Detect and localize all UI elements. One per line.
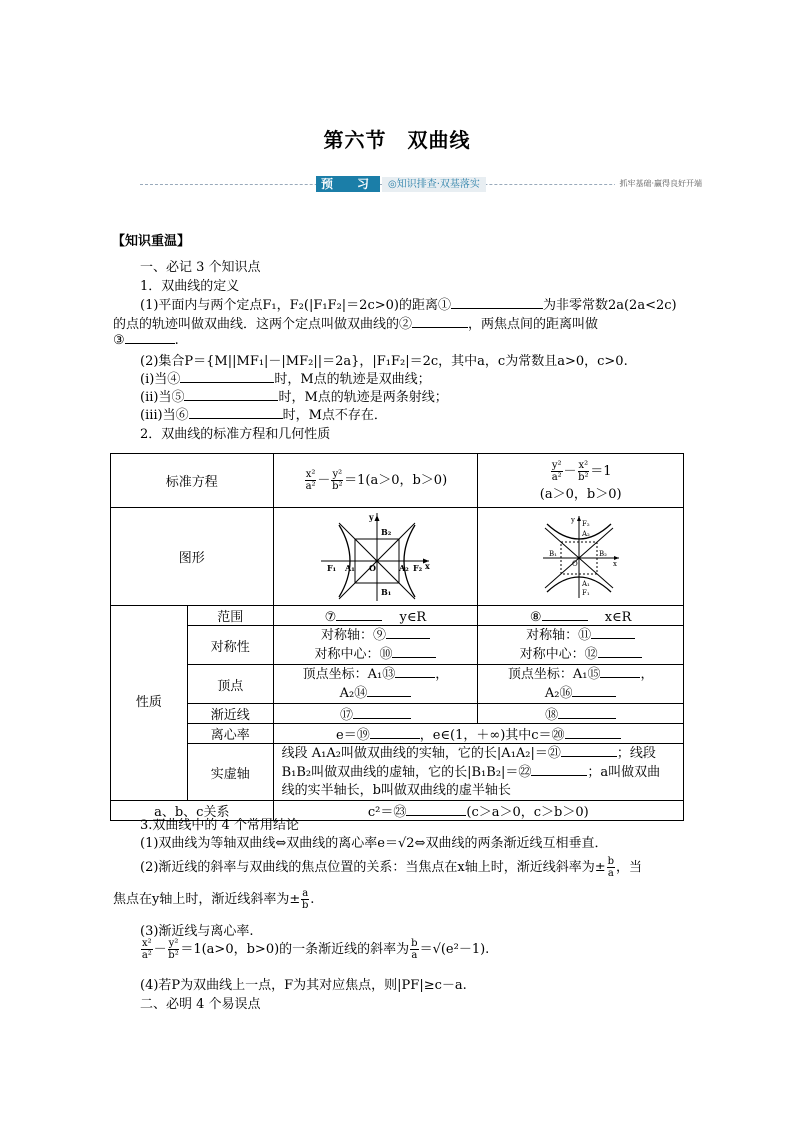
- figure-cell-1: [273, 508, 478, 606]
- numerator: x²: [142, 938, 152, 949]
- denominator: a: [411, 950, 418, 961]
- blank-2: [412, 315, 468, 328]
- symmetry-2: [478, 626, 684, 665]
- asymptote-text: ⑰: [339, 708, 353, 723]
- axis-text: ；线段: [616, 746, 656, 761]
- table-row: [111, 626, 684, 665]
- fraction: [578, 460, 590, 483]
- row-label-eccentricity: 离心率: [187, 724, 273, 744]
- set-definition: (2)集合P＝{M||MF₁|－|MF₂||＝2a}，|F₁F₂|＝2c，其中a，c为常数且a>0，c>0.: [140, 354, 628, 369]
- symmetry-text: 对称轴：⑨: [320, 628, 386, 643]
- numerator: y²: [332, 469, 343, 480]
- fraction: [305, 469, 317, 492]
- axis-text: B₁B₂叫做双曲线的虚轴，它的长|B₁B₂|＝㉒: [281, 765, 532, 780]
- eccentricity-text: ，e∈(1，＋∞)其中c＝⑳: [419, 728, 565, 743]
- fraction: [331, 469, 343, 492]
- denominator: b²: [168, 950, 179, 961]
- case-text: (ⅰ)当④: [140, 372, 181, 387]
- row-label-asymptote: 渐近线: [187, 704, 273, 724]
- range-text: x∈R: [604, 610, 632, 625]
- equation-2: $\frac{\text{y²}}{\text{a²}}$ － $\frac{\text{x²}}{\text{b²}}$ ＝1 (a＞0，b＞0): [478, 454, 684, 508]
- conclusion-text: ＝√(e²－1).: [419, 942, 490, 957]
- definition-text: .: [174, 333, 179, 348]
- vertex-text: 顶点坐标：A₁⑬: [302, 667, 396, 682]
- symmetry-text: 对称中心：⑩: [314, 647, 393, 662]
- range-text: y∈R: [399, 610, 427, 625]
- vertex-1: 顶点坐标：A₁⑬ ， A₂⑭: [273, 665, 478, 704]
- row-label-equation: 标准方程: [111, 454, 274, 508]
- label-b1: B₁: [548, 549, 557, 558]
- label-a1: A₁: [345, 562, 356, 573]
- vertex-text: 顶点坐标：A₁⑮: [507, 667, 601, 682]
- numerator: x²: [578, 459, 589, 471]
- case-text: (ⅲ)当⑥: [140, 408, 189, 423]
- case-ii: [140, 386, 448, 405]
- denominator: a²: [305, 481, 316, 492]
- equation-condition: (a＞0，b＞0): [539, 486, 622, 502]
- blank-20: [565, 726, 621, 739]
- banner-subtitle: ◎知识排查·双基落实: [382, 177, 486, 192]
- blank-22: [531, 763, 587, 776]
- table-row: [111, 508, 684, 606]
- row-label-axis: 实虚轴: [187, 744, 273, 801]
- page-title: 第六节 双曲线: [323, 128, 471, 152]
- fraction: [141, 938, 153, 961]
- conclusion-2-cont: [113, 888, 314, 911]
- abc-text: c²＝㉓: [367, 805, 407, 820]
- label-x: x: [612, 559, 617, 568]
- label-x: x: [425, 560, 431, 571]
- label-o: O: [571, 559, 578, 568]
- label-b2: B₂: [381, 526, 392, 537]
- numerator: a: [302, 888, 309, 899]
- axis-description: [273, 744, 683, 801]
- blank-1: [451, 296, 543, 309]
- case-text: 时，M点不存在．: [282, 408, 387, 423]
- label-f1: F₁: [327, 562, 337, 573]
- label-y: y: [369, 511, 375, 522]
- label-o: O: [369, 562, 377, 573]
- conclusion-1: (1)双曲线为等轴双曲线⇔双曲线的离心率e＝√2⇔双曲线的两条渐近线互相垂直．: [140, 836, 608, 851]
- row-label-figure: 图形: [111, 508, 274, 606]
- definition-text: ③: [113, 333, 125, 348]
- blank-6: [189, 406, 283, 419]
- fraction: [607, 856, 615, 879]
- range-text: ⑧: [529, 610, 542, 625]
- row-label-properties: 性质: [111, 606, 188, 801]
- arrow-icon: [577, 516, 581, 521]
- axis-text: 线的实半轴长，b叫做双曲线的虚半轴长: [281, 783, 511, 798]
- label-f1: F₁: [581, 588, 590, 597]
- vertex-2: 顶点坐标：A₁⑮ ， A₂⑯: [478, 665, 684, 704]
- label-a1: A₁: [581, 579, 590, 588]
- label-a2: A₂: [399, 562, 410, 573]
- definition-line-3: [113, 331, 179, 348]
- heading-2: 二、必明 4 个易误点: [140, 997, 261, 1012]
- asymptote-text: ⑱: [545, 708, 559, 723]
- eccentricity: [273, 724, 683, 744]
- conclusion-4: (4)若P为双曲线上一点，F为其对应焦点，则|PF|≥c－a.: [140, 978, 467, 993]
- case-text: (ⅱ)当⑤: [140, 390, 185, 405]
- blank-13: [395, 665, 435, 678]
- symmetry-1: [273, 626, 478, 665]
- conclusion-2: [140, 856, 642, 879]
- blank-21: [561, 744, 617, 757]
- blank-14: [367, 684, 411, 697]
- conclusion-text: .: [310, 892, 315, 907]
- blank-18: [558, 706, 616, 719]
- banner-slogan: 抓牢基础·赢得良好开端: [615, 178, 702, 189]
- blank-15: [600, 665, 640, 678]
- numerator: b: [411, 938, 418, 949]
- conclusion-text: ＝1(a>0，b>0)的一条渐近线的斜率为: [180, 942, 410, 957]
- eccentricity-text: e＝⑲: [336, 728, 370, 743]
- blank-12: [598, 645, 642, 658]
- section-header: 【知识重温】: [112, 234, 191, 249]
- fraction: [168, 938, 180, 961]
- blank-19: [370, 726, 420, 739]
- blank-10: [392, 645, 436, 658]
- abc-relation: [273, 801, 683, 821]
- case-i: [140, 368, 431, 387]
- label-y: y: [570, 515, 575, 524]
- row-label-vertex: 顶点: [187, 665, 273, 704]
- conclusion-3: (3)渐近线与离心率.: [140, 924, 254, 939]
- symmetry-text: 对称中心：⑫: [519, 647, 598, 662]
- case-text: 时，M点的轨迹是两条射线；: [278, 390, 448, 405]
- heading-1-2: 2．双曲线的标准方程和几何性质: [140, 427, 331, 442]
- label-f2: F₂: [413, 562, 423, 573]
- definition-text: ，两焦点间的距离叫做: [468, 317, 599, 332]
- blank-11: [591, 626, 635, 639]
- abc-text: (c＞a＞0，c＞b＞0): [466, 805, 589, 820]
- blank-9: [386, 626, 430, 639]
- numerator: b: [607, 856, 615, 867]
- vertex-text: A₂⑭: [339, 686, 368, 701]
- blank-3: [125, 331, 175, 344]
- table-row: [111, 454, 684, 508]
- blank-8: [542, 608, 588, 621]
- section-banner: [140, 176, 702, 193]
- banner-tag: 预 习: [316, 176, 380, 192]
- equation-text: ＝1: [590, 463, 612, 479]
- denominator: b²: [578, 471, 589, 483]
- numerator: x²: [305, 469, 316, 480]
- definition-line-1: [140, 294, 677, 313]
- conclusion-3-formula: $\frac{\text{x²}}{\text{a²}}$ － $\frac{\text{y²}}{\text{b²}}$ ＝1(a>0，b>0)的一条渐近线的斜率为 $\frac{b}{a}$ ＝√(e²－1).: [141, 938, 490, 961]
- definition-text: (1)平面内与两个定点F₁，F₂(|F₁F₂|＝2c>0)的距离①: [140, 298, 451, 313]
- table-row: [111, 665, 684, 704]
- definition-text: 的点的轨迹叫做双曲线．这两个定点叫做双曲线的②: [113, 317, 413, 332]
- axis-text: 线段 A₁A₂叫做双曲线的实轴，它的长|A₁A₂|＝㉑: [281, 746, 561, 761]
- case-iii: [140, 404, 387, 423]
- definition-text: 为非零常数2a(2a<2c): [542, 298, 677, 313]
- denominator: b²: [332, 481, 343, 492]
- denominator: a: [607, 868, 614, 879]
- fraction: [410, 938, 418, 961]
- row-label-symmetry: 对称性: [187, 626, 273, 665]
- hyperbola-figure-horizontal: [317, 511, 433, 603]
- numerator: y²: [168, 938, 179, 949]
- numerator: y²: [551, 459, 562, 471]
- table-row: [111, 724, 684, 744]
- table-row: [111, 704, 684, 724]
- blank-23: [406, 803, 466, 816]
- blank-5: [184, 388, 278, 401]
- denominator: b: [302, 900, 309, 911]
- range-2: [478, 606, 684, 626]
- blank-4: [180, 370, 274, 383]
- definition-line-2: [113, 313, 598, 332]
- blank-16: [572, 684, 616, 697]
- row-label-range: 范围: [187, 606, 273, 626]
- vertex-text: A₂⑯: [544, 686, 573, 701]
- fraction: [551, 460, 563, 483]
- label-a2: A₂: [581, 529, 590, 538]
- range-text: ⑦: [324, 610, 337, 625]
- blank-7: [336, 608, 382, 621]
- asymptote-2: [478, 704, 684, 724]
- axis-text: ；a叫做双曲: [587, 765, 661, 780]
- table-row: [111, 606, 684, 626]
- conclusion-text: (2)渐近线的斜率与双曲线的焦点位置的关系：当焦点在x轴上时，渐近线斜率为±: [140, 860, 606, 875]
- denominator: a²: [551, 471, 562, 483]
- label-b1: B₁: [381, 586, 392, 597]
- fraction: [301, 888, 309, 911]
- asymptote-1: [273, 704, 478, 724]
- conclusion-text: ，当: [616, 860, 643, 875]
- equation-1: $\frac{\text{x²}}{\text{a²}}$ － $\frac{\text{y²}}{\text{b²}}$ ＝1(a＞0，b＞0): [273, 454, 478, 508]
- blank-17: [353, 706, 411, 719]
- symmetry-text: 对称轴：⑪: [526, 628, 592, 643]
- hyperbola-figure-vertical: [541, 514, 621, 600]
- heading-1: 一、必记 3 个知识点: [140, 260, 261, 275]
- equation-text: ＝1(a＞0，b＞0): [344, 473, 448, 488]
- denominator: a²: [141, 950, 152, 961]
- range-1: [273, 606, 478, 626]
- label-b2: B₂: [598, 549, 607, 558]
- figure-cell-2: [478, 508, 684, 606]
- heading-1-1: 1．双曲线的定义: [140, 279, 240, 294]
- conclusion-text: 焦点在y轴上时，渐近线斜率为±: [113, 892, 301, 907]
- table-row: [111, 744, 684, 801]
- heading-3: 3.双曲线中的 4 个常用结论: [140, 818, 299, 833]
- row-label-abc: a、b、c关系: [111, 801, 274, 821]
- label-f2: F₂: [581, 519, 590, 528]
- case-text: 时，M点的轨迹是双曲线；: [274, 372, 431, 387]
- properties-table: [110, 453, 684, 821]
